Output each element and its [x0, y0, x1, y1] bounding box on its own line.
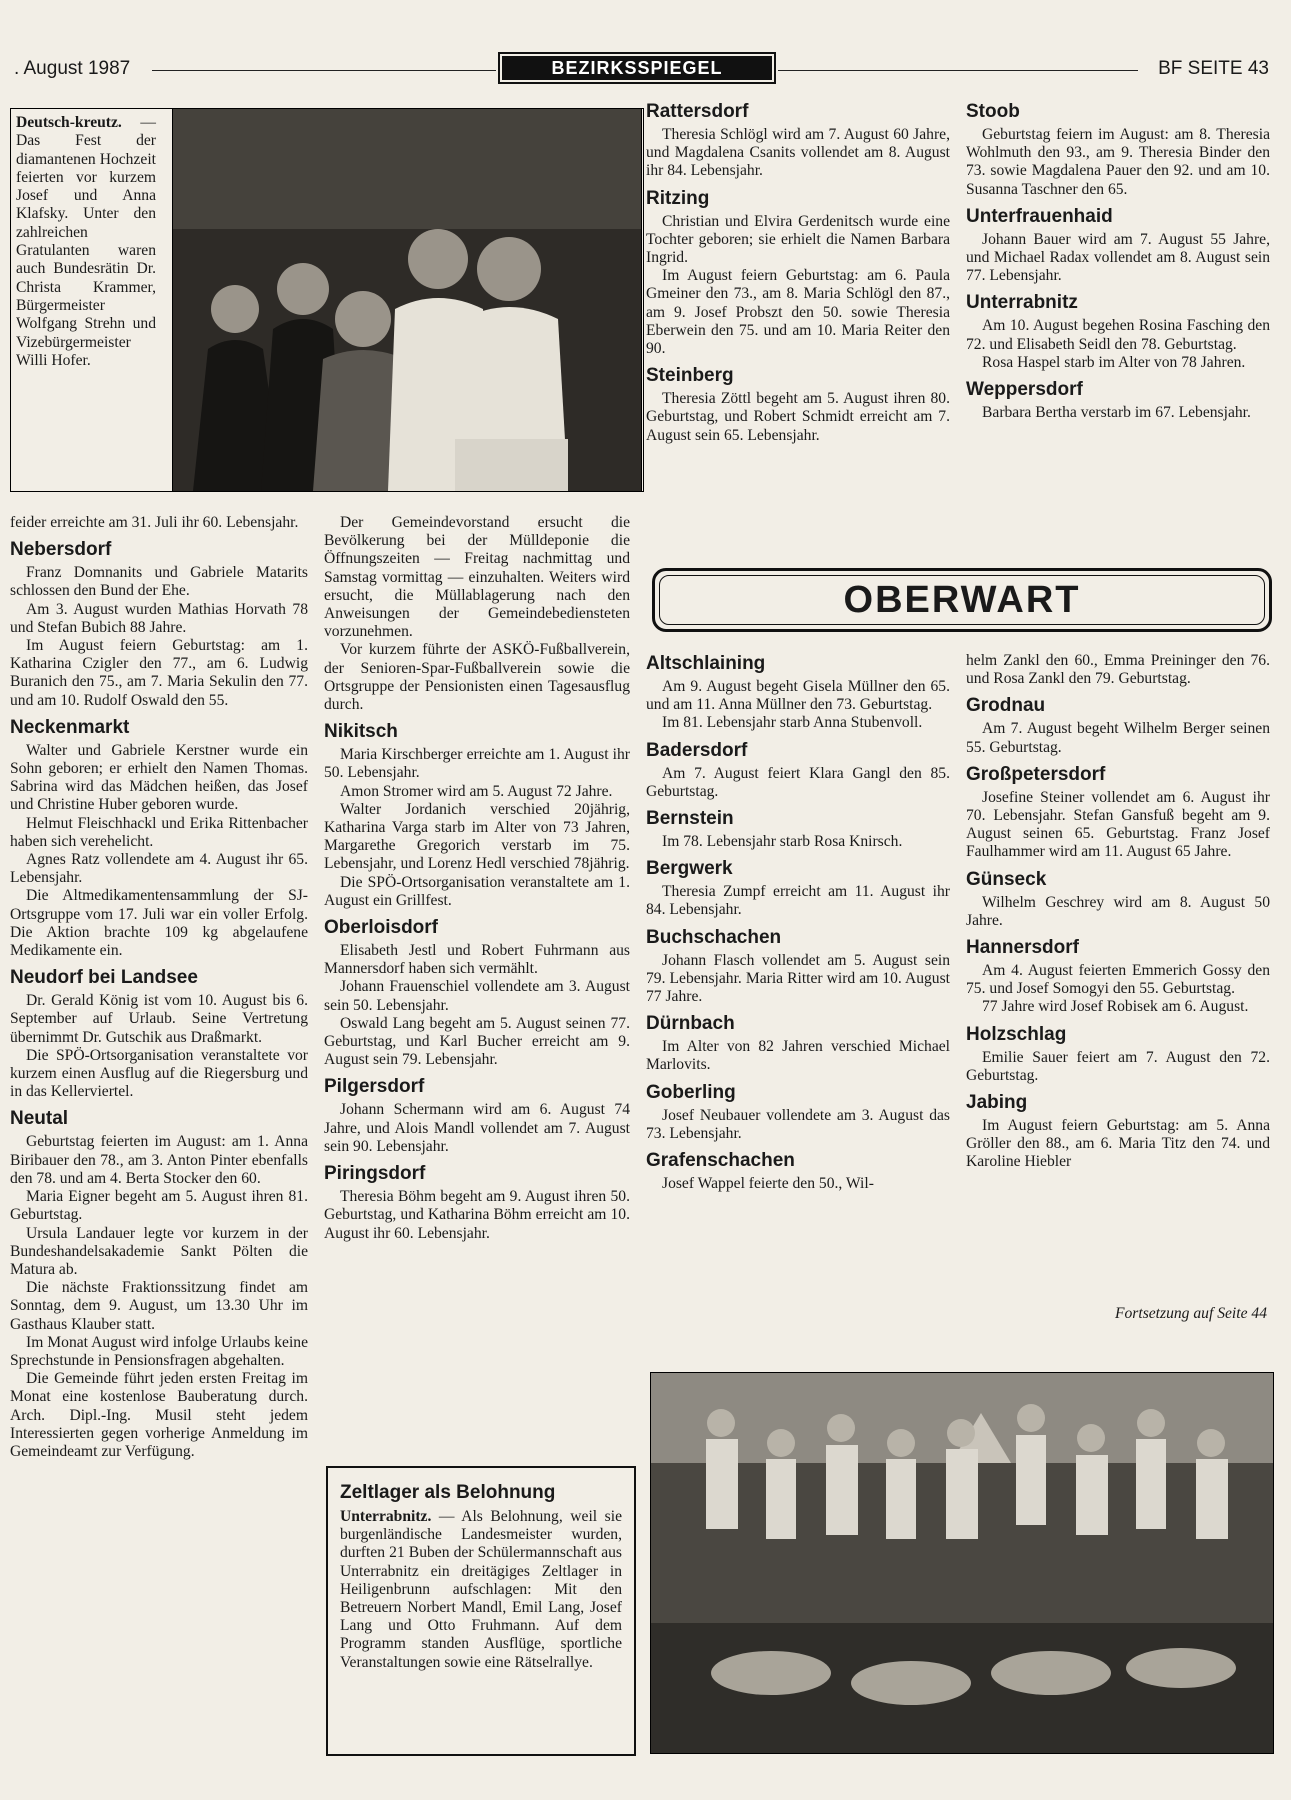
zeltlager-place: Unterrabnitz.: [340, 1508, 432, 1525]
column-4-top: [966, 100, 1270, 540]
place-heading: Goberling: [646, 1081, 736, 1103]
place-heading: Steinberg: [646, 365, 734, 387]
place-heading: Hannersdorf: [966, 937, 1079, 959]
place-heading: Ritzing: [646, 187, 710, 209]
zeltlager-title: Zeltlager als Belohnung: [340, 1482, 556, 1503]
header-date: . August 1987: [14, 58, 131, 79]
article-text: Am 7. August begeht Wilhelm Berger seinen 55. Geburtstag.: [966, 720, 1270, 756]
column-3-top: [646, 100, 950, 540]
article-text: Amon Stromer wird am 5. August 72 Jahre.: [340, 782, 613, 800]
article-text: Am 9. August begeht Gisela Müllner den 65. und am 11. Anna Müllner den 73. Geburtstag.: [646, 678, 950, 714]
place-heading: Grodnau: [966, 695, 1046, 717]
article-text: Am 7. August feiert Klara Gangl den 85. Geburtstag.: [646, 764, 950, 800]
zeltlager-article: [326, 1466, 636, 1756]
article-text: Im 81. Lebensjahr starb Anna Stubenvoll.: [662, 714, 923, 732]
article-text: helm Zankl den 60., Emma Preininger den 76. und Rosa Zankl den 79. Geburtstag.: [966, 652, 1270, 688]
article-text: Im August feiern Geburtstag: am 1. Katharina Czigler den 77., am 6. Ludwig Buranich den 75., am 7. Maria Sekulin den 77. und am 10. Rudolf Oswald den 55.: [10, 637, 308, 709]
place-heading: Grafenschachen: [646, 1150, 795, 1172]
article-text: Walter Jordanich verschied 20jährig, Katharina Varga starb im Alter von 73 Jahren, Margarethe Gregorich verstarb im 75. Lebensjahr, und Lorenz Hedl verschied 78jährig.: [324, 800, 630, 873]
place-heading: Altschlaining: [646, 653, 766, 674]
article-text: Der Gemeindevorstand ersucht die Bevölkerung bei der Mülldeponie die Öffnungszeiten — Freitag nachmittag und Samstag vormittag — einzuhalten. Weiters wird ersucht, die Müllablagerung nach den Anweisungen der Gemeindebediensteten vorzunehmen.: [324, 514, 630, 641]
article-text: Walter und Gabriele Kerstner wurde ein Sohn geboren; er erhielt den Namen Thomas. Sabrina wird das Mädchen heißen, das Josef und Christine Huber geboren wurde.: [10, 741, 308, 814]
article-text: Vor kurzem führte der ASKÖ-Fußballverein, der Senioren-Spar-Fußballverein sowie die Ortsgruppe der Pensionisten einen Tagesausflug durch.: [324, 641, 630, 714]
place-heading: Badersdorf: [646, 739, 748, 761]
place-heading: Oberloisdorf: [324, 917, 439, 939]
photo-illustration: [173, 109, 641, 491]
article-text: Helmut Fleischhackl und Erika Rittenbacher haben sich verehelicht.: [10, 814, 308, 850]
column-2: [324, 514, 630, 1454]
place-heading: Dürnbach: [646, 1013, 735, 1035]
article-text: Am 3. August wurden Mathias Horvath 78 und Stefan Bubich 88 Jahre.: [10, 600, 308, 636]
article-text: Theresia Böhm begeht am 9. August ihren 50. Geburtstag, und Katharina Böhm erreicht am 10. August ihr 60. Lebensjahr.: [324, 1188, 630, 1242]
article-text: Josef Wappel feierte den 50., Wil-: [662, 1175, 874, 1193]
article-text: Franz Domnanits und Gabriele Matarits schlossen den Bund der Ehe.: [10, 564, 308, 600]
article-text: Ursula Landauer legte vor kurzem in der Bundeshandelsakademie Sankt Pölten die Matura ab.: [10, 1224, 308, 1278]
article-text: Die SPÖ-Ortsorganisation veranstaltete vor kurzem einen Ausflug auf die Riegersburg und in das Kellerviertel.: [10, 1046, 308, 1101]
article-text: feider erreichte am 31. Juli ihr 60. Lebensjahr.: [10, 514, 299, 531]
article-text: Die SPÖ-Ortsorganisation veranstaltete am 1. August ein Grillfest.: [324, 873, 630, 909]
article-text: Am 4. August feierten Emmerich Gossy den 75. und Josef Somogyi den 55. Geburtstag.: [966, 962, 1270, 998]
photo-illustration: [651, 1373, 1273, 1753]
article-text: Johann Frauenschiel vollendete am 3. August sein 50. Lebensjahr.: [324, 978, 630, 1014]
article-text: Im August feiern Geburtstag: am 6. Paula Gmeiner den 73., am 8. Maria Schlögl den 87., am 9. Josef Probszt den 50. sowie Theresia Eberwein den 75. und am 10. Maria Reiter den 90.: [646, 267, 950, 358]
article-text: Im August feiern Geburtstag: am 5. Anna Gröller den 88., am 6. Maria Titz den 74. und Karoline Hiebler: [966, 1117, 1270, 1171]
article-text: Wilhelm Geschrey wird am 8. August 50 Jahre.: [966, 893, 1270, 929]
place-heading: Bernstein: [646, 808, 734, 830]
section-title: BEZIRKSSPIEGEL: [498, 52, 776, 84]
article-text: Dr. Gerald König ist vom 10. August bis 6. September auf Urlaub. Seine Vertretung übernimmt Dr. Gutschik aus Draßmarkt.: [10, 992, 308, 1046]
place-heading: Neckenmarkt: [10, 716, 130, 738]
page-number: BF SEITE 43: [1158, 58, 1269, 79]
article-text: Am 10. August begehen Rosina Fasching den 72. und Elisabeth Seidl den 78. Geburtstag.: [966, 317, 1270, 353]
header-rule-right: [778, 70, 1138, 71]
article-text: Maria Kirschberger erreichte am 1. August ihr 50. Lebensjahr.: [324, 746, 630, 782]
column-4-bottom: [966, 652, 1270, 1302]
article-text: Johann Schermann wird am 6. August 74 Jahre, und Alois Mandl vollendet am 7. August sein 90. Lebensjahr.: [324, 1101, 630, 1155]
photo-team: [650, 1372, 1274, 1754]
article-text: Barbara Bertha verstarb im 67. Lebensjahr.: [982, 404, 1251, 422]
column-3-bottom: [646, 652, 950, 1322]
photo-diamond-wedding: [172, 108, 642, 492]
article-text: Die Altmedikamentensammlung der SJ-Ortsgruppe vom 17. Juli war ein voller Erfolg. Die Aktion brachte 109 kg abgelaufene Medikamente ein.: [10, 887, 308, 960]
place-heading: Unterfrauenhaid: [966, 205, 1113, 227]
article-text: Theresia Schlögl wird am 7. August 60 Jahre, und Magdalena Csanits vollendet am 8. August ihr 84. Lebensjahr.: [646, 126, 950, 180]
column-1: [10, 514, 308, 1794]
article-text: Im Monat August wird infolge Urlaubs keine Sprechstunde in Pensionsfragen abgehalten.: [10, 1333, 308, 1369]
article-text: Im 78. Lebensjahr starb Rosa Knirsch.: [662, 833, 903, 851]
article-text: Elisabeth Jestl und Robert Fuhrmann aus Mannersdorf haben sich vermählt.: [324, 942, 630, 978]
place-heading: Holzschlag: [966, 1023, 1067, 1045]
place-heading: Unterrabnitz: [966, 292, 1078, 314]
article-text: Oswald Lang begeht am 5. August seinen 77. Geburtstag, und Karl Bucher erreicht am 9. August sein 79. Lebensjahr.: [324, 1014, 630, 1069]
article-text: Geburtstag feiern im August: am 8. Theresia Wohlmuth den 93., am 9. Theresia Binder den 73. sowie Magdalena Pauer den 92. und am 10. Susanna Taschner den 65.: [966, 126, 1270, 198]
article-text: Agnes Ratz vollendete am 4. August ihr 65. Lebensjahr.: [10, 851, 308, 887]
place-heading: Weppersdorf: [966, 379, 1083, 401]
header-rule-left: [152, 70, 496, 71]
region-banner: [652, 568, 1272, 632]
caption-place: Deutsch-kreutz.: [16, 114, 122, 131]
place-heading: Nebersdorf: [10, 539, 112, 561]
zeltlager-text: Unterrabnitz. — Als Belohnung, weil sie burgenländische Landesmeister wurden, durften 21 Buben der Schülermannschaft aus Unterrabnitz ein dreitägiges Zeltlager in Heiligenbrunn aufschlagen: Mit den Betreuern Norbert Mandl, Emil Lang, Josef Lang und Otto Fruhmann. Auf dem Programm standen Ausflüge, sportliche Veranstaltungen sowie eine Rätselrallye.: [340, 1508, 622, 1671]
place-heading: Buchschachen: [646, 926, 782, 948]
place-heading: Stoob: [966, 101, 1020, 122]
article-text: 77 Jahre wird Josef Robisek am 6. August.: [982, 998, 1249, 1016]
place-heading: Günseck: [966, 868, 1047, 890]
article-text: Rosa Haspel starb im Alter von 78 Jahren.: [982, 353, 1246, 371]
article-text: Josefine Steiner vollendet am 6. August ihr 70. Lebensjahr. Stefan Gansfuß begeht am 9. August seinen 65. Geburtstag. Franz Josef Faulhammer wird am 11. August 65 Jahre.: [966, 788, 1270, 861]
place-heading: Nikitsch: [324, 721, 398, 743]
caption-text: — Das Fest der diamantenen Hochzeit feierten vor kurzem Josef und Anna Klafsky. Unter den zahlreichen Gratulanten waren auch Bundesrätin Dr. Christa Krammer, Bürgermeister Wolfgang Strehn und Vizebürgermeister Willi Hofer.: [16, 114, 156, 369]
article-text: Geburtstag feierten im August: am 1. Anna Biribauer den 78., am 3. Anton Pinter ebenfalls den 78. und am 4. Berta Stocker den 60.: [10, 1133, 308, 1187]
place-heading: Neutal: [10, 1108, 69, 1130]
place-heading: Bergwerk: [646, 858, 733, 880]
article-text: Josef Neubauer vollendete am 3. August das 73. Lebensjahr.: [646, 1106, 950, 1142]
article-text: Emilie Sauer feiert am 7. August den 72. Geburtstag.: [966, 1048, 1270, 1084]
article-text: Johann Flasch vollendet am 5. August sein 79. Lebensjahr. Maria Ritter wird am 10. August 77 Jahre.: [646, 951, 950, 1006]
article-text: Die nächste Fraktionssitzung findet am Sonntag, dem 9. August, um 13.30 Uhr im Gasthaus Klauber statt.: [10, 1279, 308, 1333]
photo-caption: [16, 114, 156, 370]
place-heading: Jabing: [966, 1092, 1028, 1114]
article-text: Maria Eigner begeht am 5. August ihren 81. Geburtstag.: [10, 1188, 308, 1224]
article-text: Johann Bauer wird am 7. August 55 Jahre, und Michael Radax vollendet am 8. August sein 77. Lebensjahr.: [966, 230, 1270, 285]
article-text: Theresia Zumpf erreicht am 11. August ihr 84. Lebensjahr.: [646, 883, 950, 919]
place-heading: Piringsdorf: [324, 1163, 426, 1185]
place-heading: Rattersdorf: [646, 101, 749, 122]
article-text: Im Alter von 82 Jahren verschied Michael Marlovits.: [646, 1038, 950, 1074]
region-title: OBERWART: [659, 575, 1265, 625]
article-text: Christian und Elvira Gerdenitsch wurde eine Tochter geboren; sie erhielt die Namen Barbara Ingrid.: [646, 212, 950, 267]
place-heading: Pilgersdorf: [324, 1076, 425, 1098]
article-text: Die Gemeinde führt jeden ersten Freitag im Monat eine kostenlose Bauberatung durch. Arch. Dipl.-Ing. Musil steht jedem Interessierten gegen vorherige Anmeldung im Gemeindeamt zur Verfügung.: [10, 1370, 308, 1460]
place-heading: Neudorf bei Landsee: [10, 967, 198, 989]
place-heading: Großpetersdorf: [966, 763, 1106, 785]
article-text: Theresia Zöttl begeht am 5. August ihren 80. Geburtstag, und Robert Schmidt erreicht am 7. August sein 65. Lebensjahr.: [646, 390, 950, 444]
continuation-note: Fortsetzung auf Seite 44: [1114, 1305, 1267, 1322]
